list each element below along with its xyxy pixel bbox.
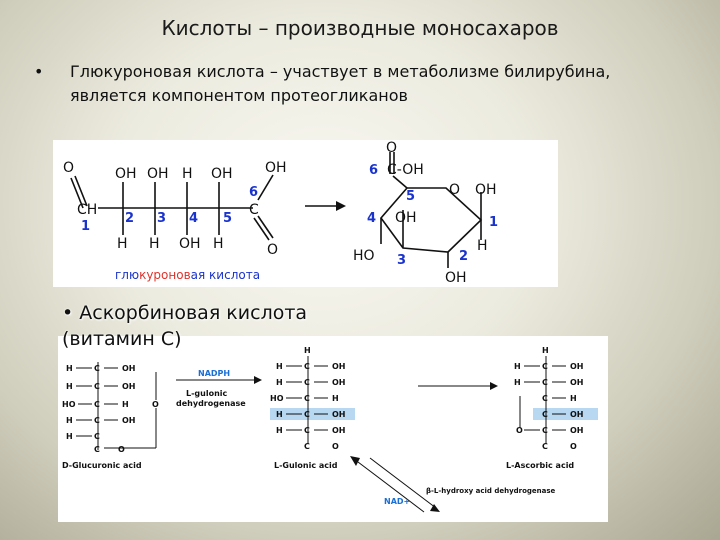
- glc-ho3: HO: [62, 400, 76, 409]
- chain-number-4: 4: [189, 211, 199, 226]
- asc-c2: C: [542, 378, 548, 387]
- asc-h1: H: [514, 362, 521, 371]
- gul-oh4: OH: [332, 410, 346, 419]
- bullet-glucuronic: [34, 60, 674, 108]
- glc-oh1: OH: [122, 364, 136, 373]
- slide-title: Кислоты – производные моносахаров: [161, 16, 559, 40]
- asc-oh1: OH: [570, 362, 584, 371]
- gul-h1: H: [276, 362, 283, 371]
- ring-number-4: 4: [367, 211, 377, 226]
- ascorbic-pathway-svg: [58, 336, 608, 522]
- glc-c3: C: [94, 400, 100, 409]
- asc-c5: C: [542, 426, 548, 435]
- ascorbic-pathway-image: [58, 336, 608, 522]
- atom-c6: C: [249, 202, 259, 218]
- asc-c1: C: [542, 362, 548, 371]
- glc-oh4: OH: [122, 416, 136, 425]
- glc-h4: H: [66, 416, 73, 425]
- asc-h2: H: [514, 378, 521, 387]
- atom-ch: CH: [77, 202, 98, 218]
- gul-o6: O: [332, 442, 339, 451]
- gul-h4: H: [276, 410, 283, 419]
- gul-c6: C: [304, 442, 310, 451]
- atom-c3-h: H: [149, 236, 160, 252]
- ascorbic-subtitle: (витамин С): [62, 328, 182, 350]
- gul-c3: C: [304, 394, 310, 403]
- gul-c4: C: [304, 410, 310, 419]
- gul-c5: C: [304, 426, 310, 435]
- chain-number-1: 1: [81, 219, 91, 234]
- atom-c2-h: H: [117, 236, 128, 252]
- glc-oh2: OH: [122, 382, 136, 391]
- chain-number-6: 6: [249, 185, 259, 200]
- ring-c4-ho: HO: [353, 248, 375, 264]
- glc-c2: C: [94, 382, 100, 391]
- atom-c2-oh: OH: [115, 166, 137, 182]
- nadph-label: NADPH: [198, 369, 231, 378]
- ring-number-1: 1: [489, 215, 499, 230]
- glc-c4: C: [94, 416, 100, 425]
- ring-number-3: 3: [397, 253, 407, 268]
- ring-number-5: 5: [406, 189, 416, 204]
- chain-number-2: 2: [125, 211, 135, 226]
- asc-ring-o: O: [516, 426, 523, 435]
- ascorbic-title: Аскорбиновая кислота: [79, 302, 308, 324]
- glc-h1: H: [66, 364, 73, 373]
- asc-oh4: OH: [570, 410, 584, 419]
- gul-ho3: HO: [270, 394, 284, 403]
- asc-c3: C: [542, 394, 548, 403]
- ring-number-2: 2: [459, 249, 469, 264]
- glucuronic-caption: глюкуроновая кислота: [115, 268, 261, 282]
- glc-ring-o: O: [152, 400, 159, 409]
- nad-label: NAD+: [384, 497, 411, 506]
- gul-c1: C: [304, 362, 310, 371]
- gulonic-label: L-Gulonic acid: [274, 461, 338, 470]
- ring-top-o: O: [386, 140, 398, 156]
- asc-c4: C: [542, 410, 548, 419]
- glc-h5: H: [66, 432, 73, 441]
- glc-c1: C: [94, 364, 100, 373]
- ring-c1-h: H: [477, 238, 488, 254]
- bullet-marker: •: [34, 62, 44, 81]
- gul-h-top: H: [304, 346, 311, 355]
- asc-oh2: OH: [570, 378, 584, 387]
- gul-oh5: OH: [332, 426, 346, 435]
- asc-h3: H: [570, 394, 577, 403]
- atom-c4-h: H: [182, 166, 193, 182]
- gul-h5: H: [276, 426, 283, 435]
- glc-h3: H: [122, 400, 129, 409]
- gul-c2: C: [304, 378, 310, 387]
- enzyme1-line1: L-gulonic: [186, 389, 228, 398]
- atom-c3-oh: OH: [147, 166, 169, 182]
- glc-o6: O: [118, 445, 125, 454]
- bullet-text: Глюкуроновая кислота – участвует в метаболизме билирубина, является компонентом протеогликанов: [70, 62, 611, 105]
- gul-h3: H: [332, 394, 339, 403]
- ring-number-6: 6: [369, 163, 379, 178]
- asc-h-top: H: [542, 346, 549, 355]
- gul-oh2: OH: [332, 378, 346, 387]
- enzyme2-label: β-L-hydroxy acid dehydrogenase: [426, 487, 556, 495]
- atom-c6-oh: OH: [265, 160, 287, 176]
- atom-c6-o: O: [267, 242, 279, 258]
- ring-c1-oh: OH: [475, 182, 497, 198]
- gul-oh1: OH: [332, 362, 346, 371]
- ring-c4-oh: OH: [395, 210, 417, 226]
- glucuronic-structure-svg: [53, 140, 558, 287]
- ring-top-cooh: C-OH: [387, 162, 424, 178]
- asc-c6: C: [542, 442, 548, 451]
- atom-aldehyde-o: O: [63, 160, 75, 176]
- gul-h2: H: [276, 378, 283, 387]
- ascorbic-label: L-Ascorbic acid: [506, 461, 575, 470]
- chain-number-5: 5: [223, 211, 233, 226]
- asc-o6: O: [570, 442, 577, 451]
- atom-c4-oh: OH: [179, 236, 201, 252]
- glc-c6: C: [94, 445, 100, 454]
- atom-c5-oh: OH: [211, 166, 233, 182]
- enzyme1-line2: dehydrogenase: [176, 399, 246, 408]
- asc-oh5: OH: [570, 426, 584, 435]
- atom-c5-h: H: [213, 236, 224, 252]
- ring-oxygen: O: [449, 182, 461, 198]
- bullet-ascorbic: [62, 300, 307, 352]
- chain-number-3: 3: [157, 211, 167, 226]
- glc-c5: C: [94, 432, 100, 441]
- glucuronic-acid-image: [53, 140, 558, 287]
- glc-h2: H: [66, 382, 73, 391]
- glucuronic-label: D-Glucuronic acid: [62, 461, 142, 470]
- bullet-marker: •: [62, 302, 74, 324]
- ring-c2-oh: OH: [445, 270, 467, 286]
